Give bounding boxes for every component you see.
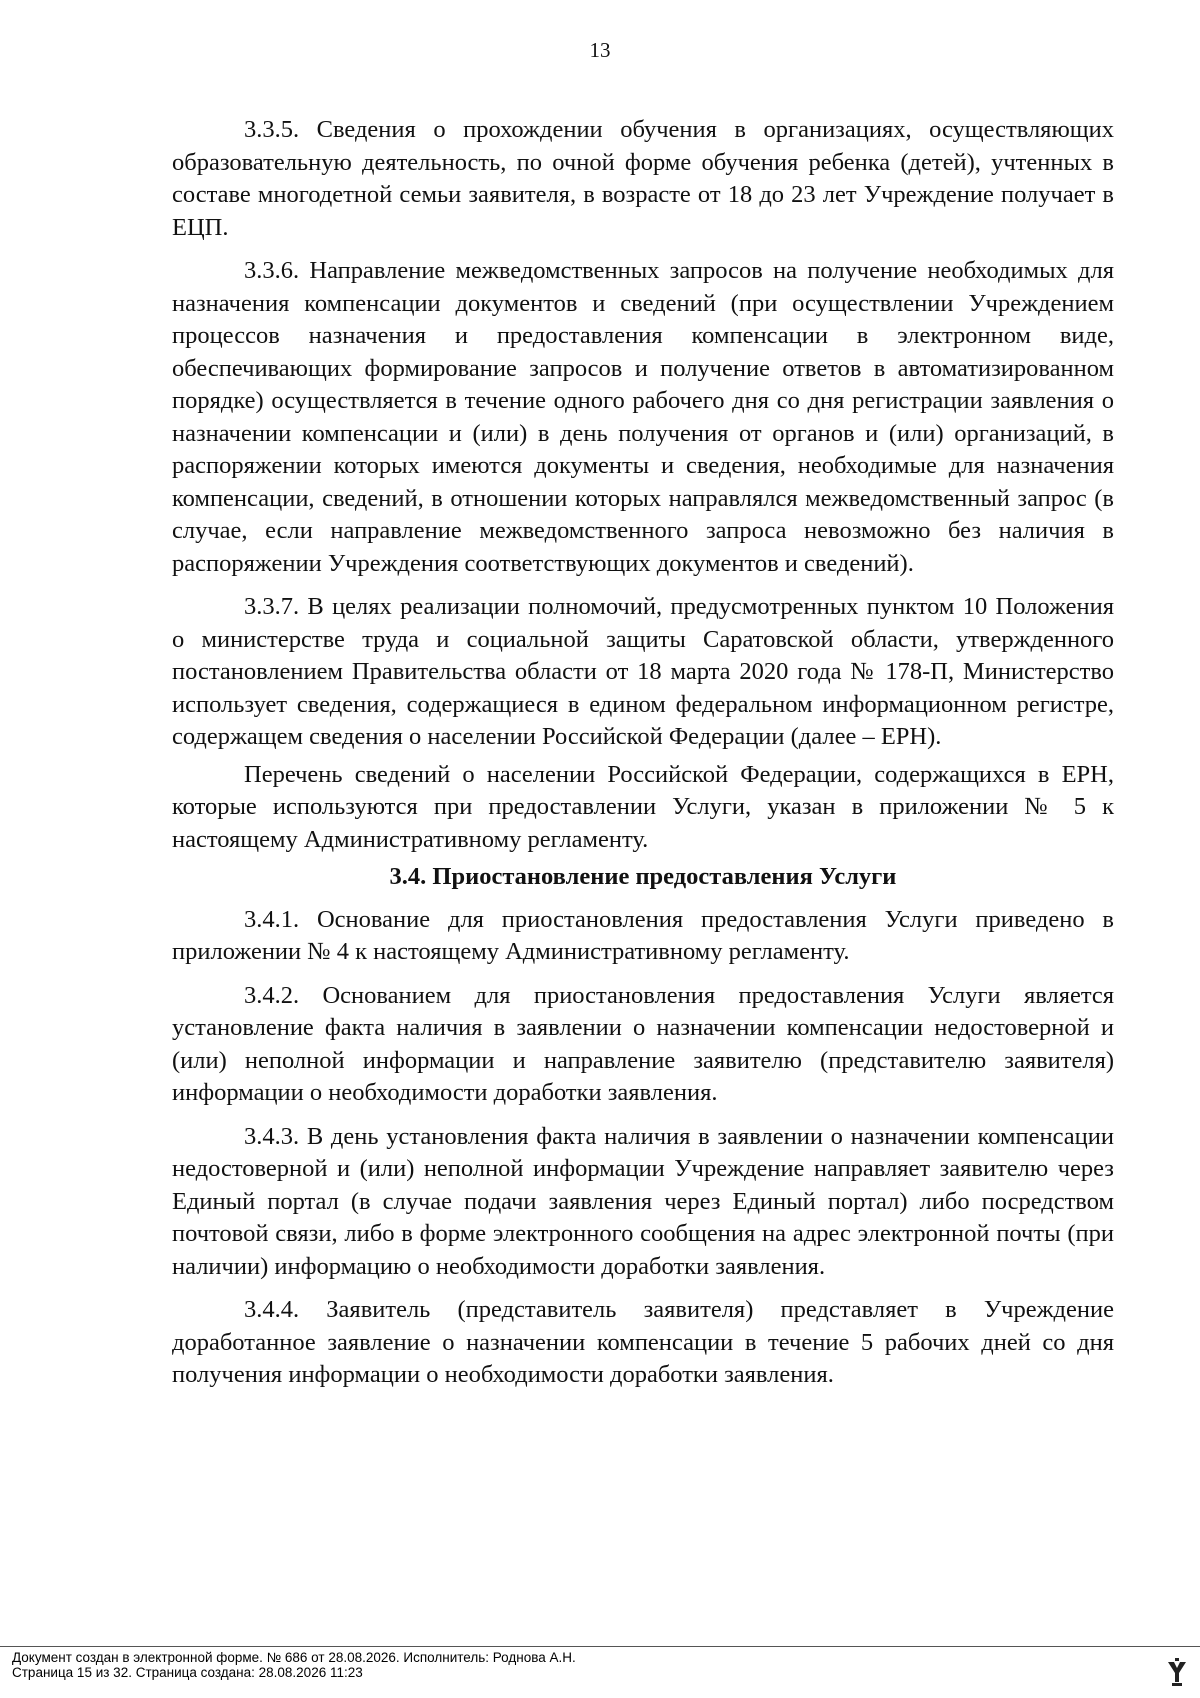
footer-line-2: Страница 15 из 32. Страница создана: 28.08.2026 11:23	[12, 1665, 363, 1680]
page-number: 13	[589, 38, 611, 62]
paragraph-3-4-4: 3.4.4. Заявитель (представитель заявителя) представляет в Учреждение доработанное заявление о назначении компенсации в течение 5 рабочих дней со дня получения информации о необходимости доработки заявления.	[172, 1296, 1114, 1388]
footer-line-1: Документ создан в электронной форме. № 686 от 28.08.2026. Исполнитель: Роднова А.Н.	[12, 1650, 576, 1665]
footer-divider	[0, 1646, 1200, 1647]
section-heading: 3.4. Приостановление предоставления Услуги	[389, 863, 897, 890]
paragraph-ern-list: Перечень сведений о населении Российской Федерации, содержащихся в ЕРН, которые используются при предоставлении Услуги, указан в приложении № 5 к настоящему Административному регламенту.	[172, 760, 1114, 853]
paragraph-3-3-5: 3.3.5. Сведения о прохождении обучения в организациях, осуществляющих образовательную деятельность, по очной форме обучения ребенка (детей), учтенных в составе многодетной семьи заявителя, в возрасте от 18 до 23 лет Учреждение получает в ЕЦП.	[172, 116, 1114, 241]
emblem-icon	[1166, 1656, 1188, 1688]
document-body	[172, 114, 1114, 1403]
paragraph-3-3-7: 3.3.7. В целях реализации полномочий, предусмотренных пунктом 10 Положения о министерстве труда и социальной защиты Саратовской области, утвержденного постановлением Правительства области от 18 марта 2020 года № 178-П, Министерство использует сведения, содержащиеся в едином федеральном информационном регистре, содержащем сведения о населении Российской Федерации (далее – ЕРН).	[172, 593, 1114, 750]
paragraph-3-4-1: 3.4.1. Основание для приостановления предоставления Услуги приведено в приложении № 4 к настоящему Административному регламенту.	[172, 905, 1114, 965]
paragraph-3-4-2: 3.4.2. Основанием для приостановления предоставления Услуги является установление факта наличия в заявлении о назначении компенсации недостоверной и (или) неполной информации и направление заявителю (представителю заявителя) информации о необходимости доработки заявления.	[172, 981, 1114, 1106]
document-footer	[12, 1650, 576, 1680]
paragraph-3-3-6: 3.3.6. Направление межведомственных запросов на получение необходимых для назначения компенсации документов и сведений (при осуществлении Учреждением процессов назначения и предоставления компенсации в электронном виде, обеспечивающих формирование запросов и получение ответов в автоматизированном порядке) осуществляется в течение одного рабочего дня со дня регистрации заявления о назначении компенсации и (или) в день получения от органов и (или) организаций, в распоряжении которых имеются документы и сведения, необходимые для назначения компенсации, сведений, в отношении которых направлялся межведомственный запрос (в случае, если направление межведомственного запроса невозможно без наличия в распоряжении Учреждения соответствующих документов и сведений).	[172, 257, 1114, 577]
paragraph-3-4-3: 3.4.3. В день установления факта наличия в заявлении о назначении компенсации недостоверной и (или) неполной информации Учреждение направляет заявителю через Единый портал (в случае подачи заявления через Единый портал) либо посредством почтовой связи, либо в форме электронного сообщения на адрес электронной почты (при наличии) информацию о необходимости доработки заявления.	[172, 1122, 1114, 1280]
